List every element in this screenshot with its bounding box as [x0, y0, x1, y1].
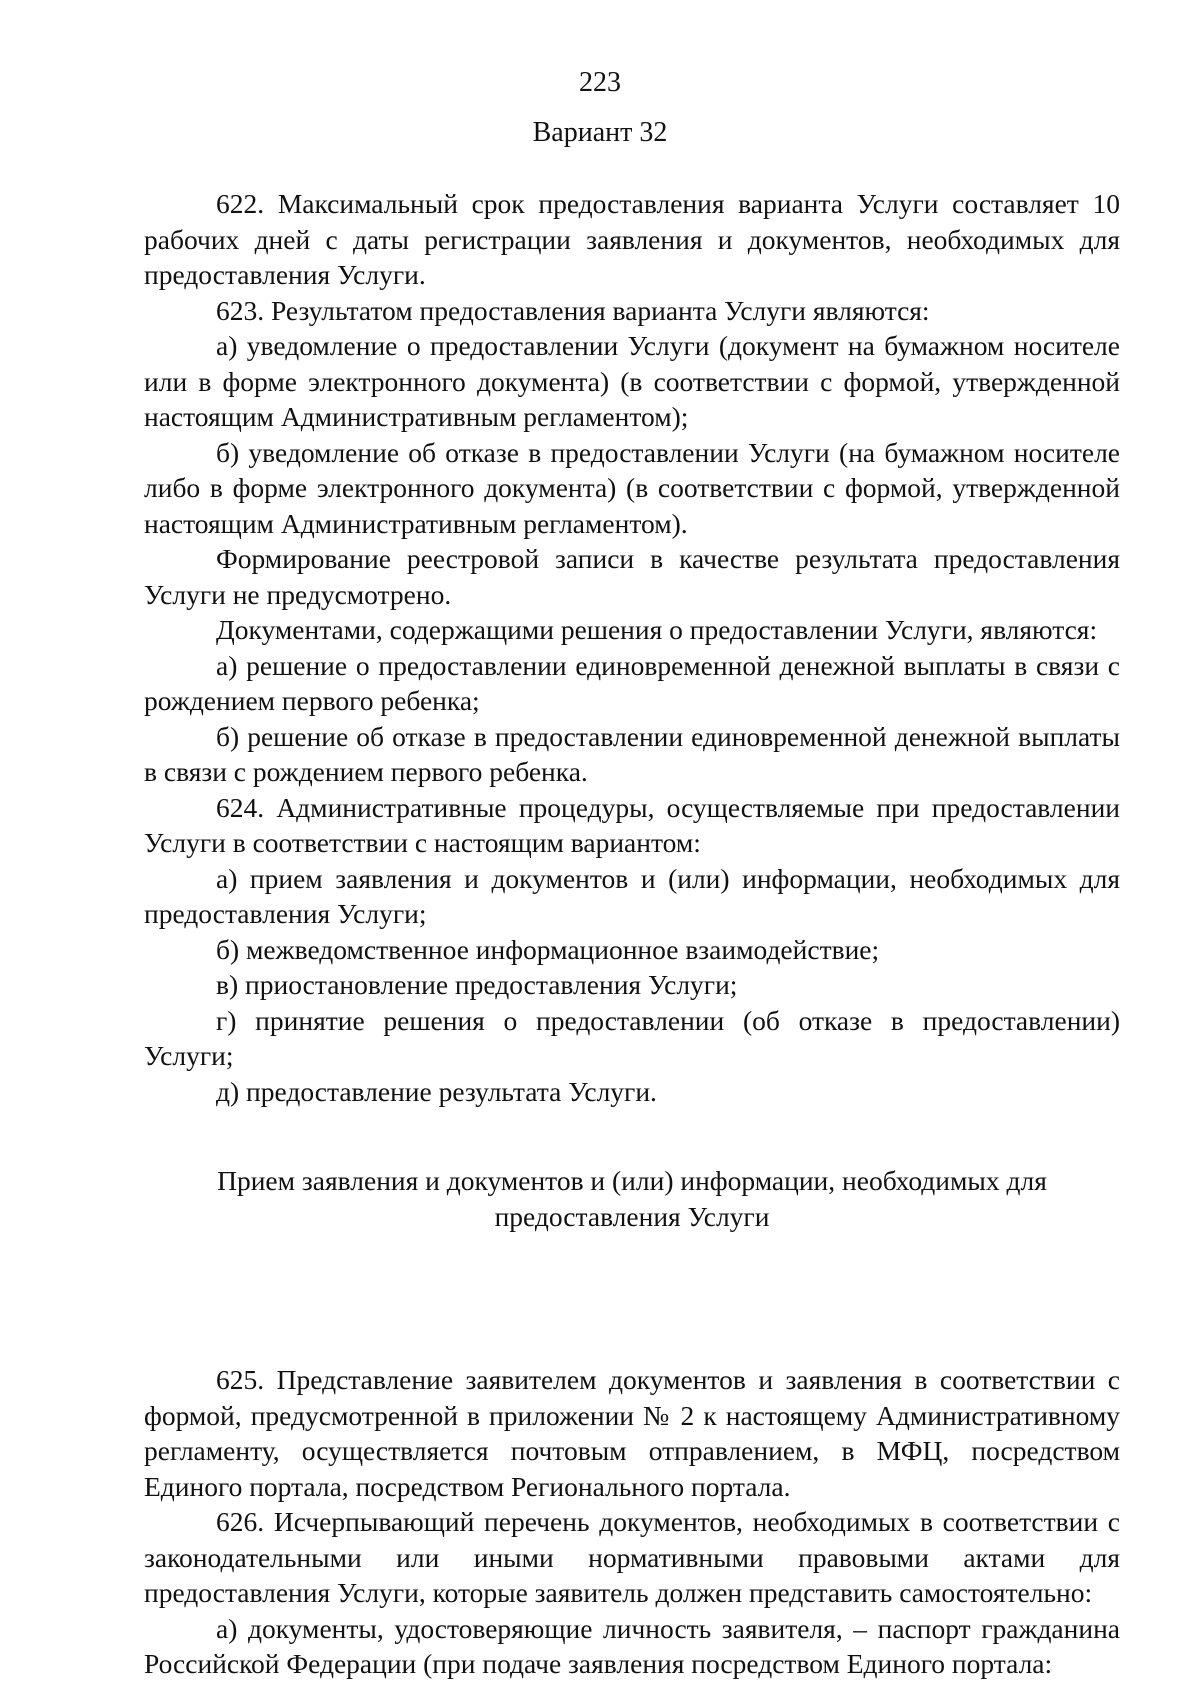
- paragraph-registry-record: Формирование реестровой записи в качестве результата предоставления Услуги не предусмотрено.: [144, 543, 1120, 610]
- paragraph-624-g: г) принятие решения о предоставлении (об отказе в предоставлении) Услуги;: [144, 1004, 1120, 1071]
- paragraph-624: 624. Административные процедуры, осуществляемые при предоставлении Услуги в соответствии с настоящим вариантом:: [144, 791, 1120, 858]
- section-heading: [144, 1163, 1120, 1234]
- paragraph-622: 622. Максимальный срок предоставления варианта Услуги составляет 10 рабочих дней с даты регистрации заявления и документов, необходимых для предоставления Услуги.: [144, 188, 1120, 290]
- paragraph-624-a: а) прием заявления и документов и (или) информации, необходимых для предоставления Услуги;: [144, 862, 1120, 929]
- paragraph-decision-a: а) решение о предоставлении единовременной денежной выплаты в связи с рождением первого ребенка;: [144, 649, 1120, 716]
- paragraph-626: 626. Исчерпывающий перечень документов, необходимых в соответствии с законодательными или иными нормативными правовыми актами для предоставления Услуги, которые заявитель должен представить самостоятельно:: [144, 1506, 1120, 1608]
- paragraph-626-a: а) документы, удостоверяющие личность заявителя, – паспорт гражданина Российской Федерации (при подаче заявления посредством Единого портала:: [144, 1612, 1120, 1679]
- paragraph-624-v: в) приостановление предоставления Услуги;: [216, 969, 738, 1000]
- text-block-1: [144, 186, 1120, 1109]
- page-number: 223: [579, 67, 621, 98]
- variant-title: Вариант 32: [532, 117, 668, 148]
- paragraph-decision-documents: Документами, содержащими решения о предоставлении Услуги, являются:: [216, 614, 1098, 645]
- paragraph-623: 623. Результатом предоставления варианта Услуги являются:: [216, 294, 930, 326]
- paragraph-624-b: б) межведомственное информационное взаимодействие;: [216, 933, 880, 965]
- text-block-2: [144, 1362, 1120, 1682]
- paragraph-623-b: б) уведомление об отказе в предоставлении Услуги (на бумажном носителе либо в форме электронного документа) (в соответствии с формой, утвержденной настоящим Административным регламентом).: [144, 436, 1120, 539]
- paragraph-625: 625. Представление заявителем документов и заявления в соответствии с формой, предусмотренной в приложении № 2 к настоящему Административному регламенту, осуществляется почтовым отправлением, в МФЦ, посредством Единого портала, посредством Регионального портала.: [144, 1364, 1120, 1502]
- paragraph-623-a: а) уведомление о предоставлении Услуги (документ на бумажном носителе или в форме электронного документа) (в соответствии с формой, утвержденной настоящим Административным регламентом);: [144, 330, 1120, 432]
- section-heading-line-2: предоставления Услуги: [494, 1200, 770, 1232]
- section-heading-line-1: Прием заявления и документов и (или) информации, необходимых для: [217, 1165, 1047, 1196]
- paragraph-decision-b: б) решение об отказе в предоставлении единовременной денежной выплаты в связи с рождением первого ребенка.: [144, 720, 1120, 787]
- paragraph-624-d: д) предоставление результата Услуги.: [216, 1075, 657, 1107]
